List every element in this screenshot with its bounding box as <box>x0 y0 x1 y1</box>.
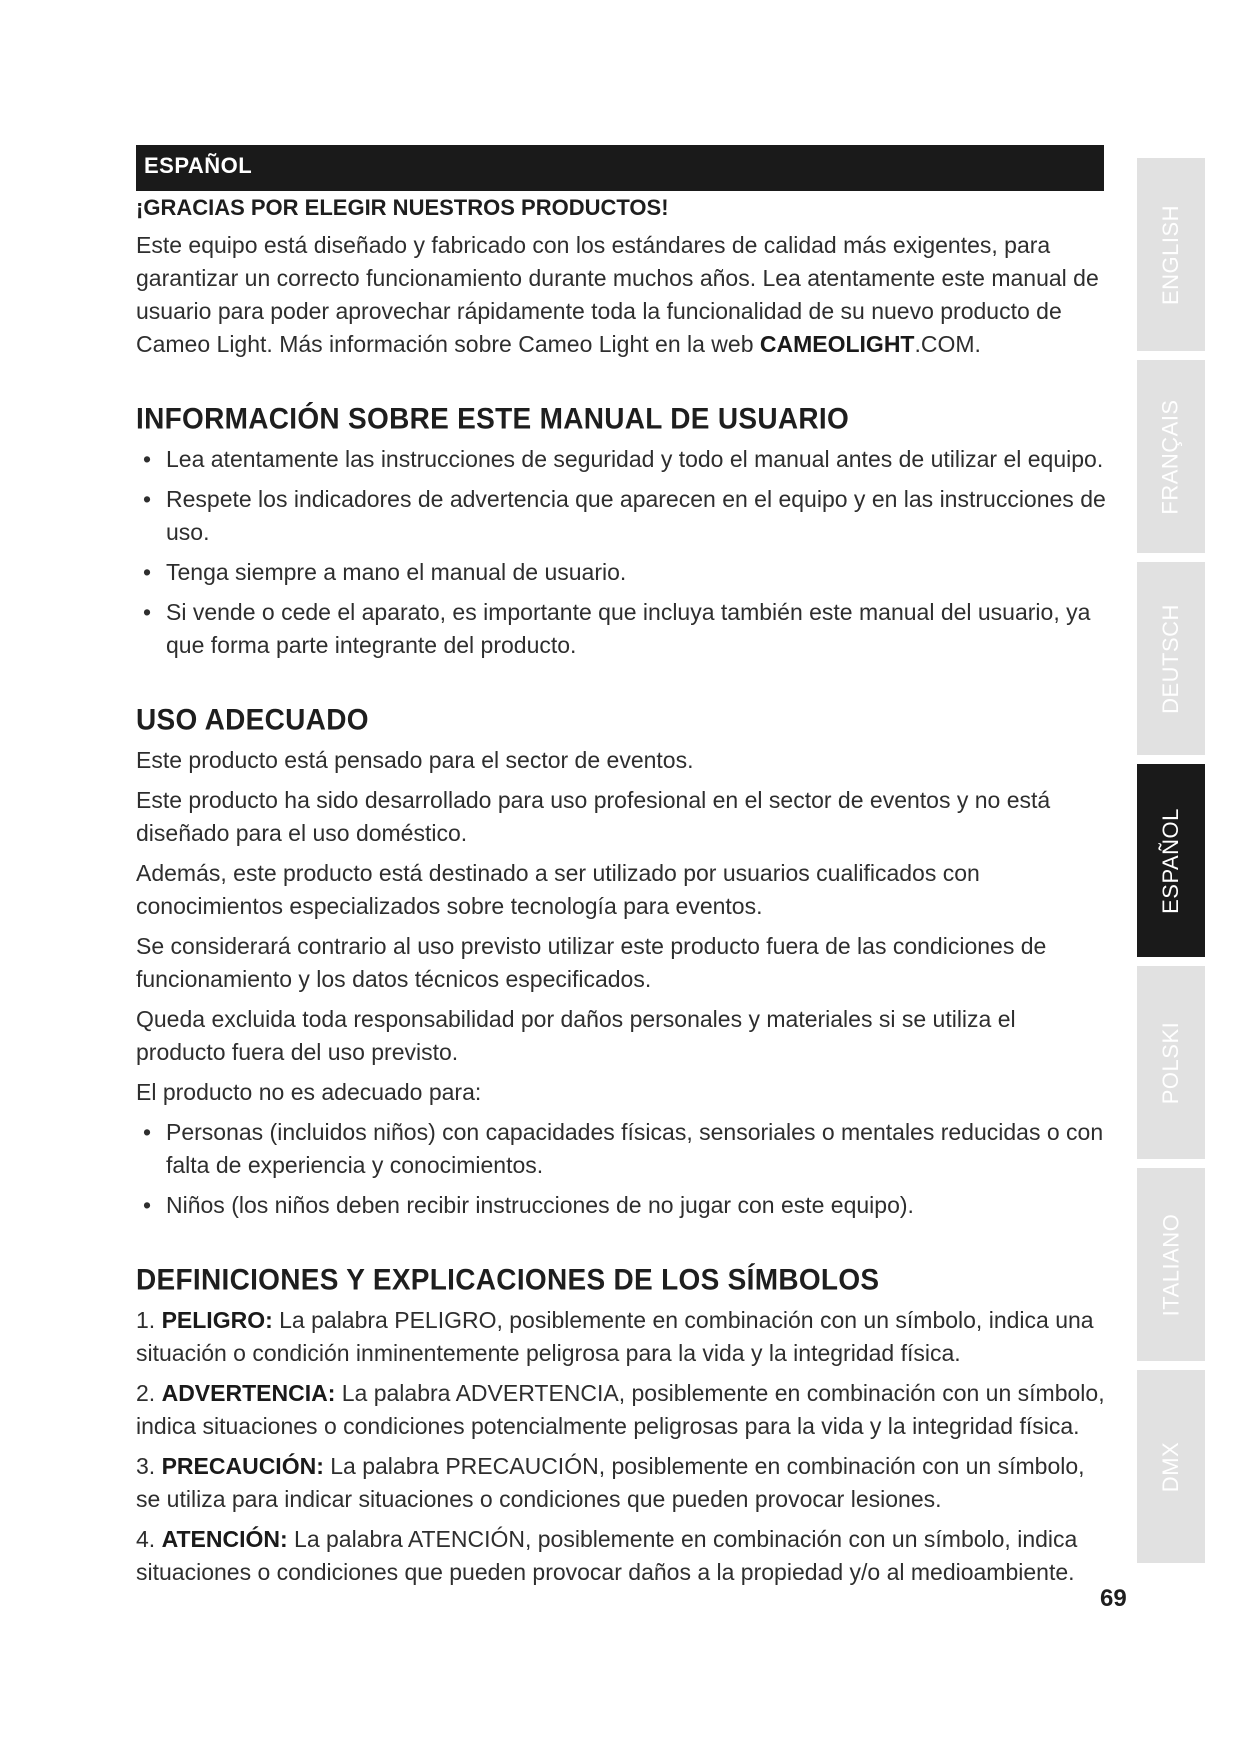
definition-item: 3. PRECAUCIÓN: La palabra PRECAUCIÓN, posiblemente en combinación con un símbolo, se utiliza para indicar situaciones o condiciones que pueden provocar lesiones. <box>136 1453 1085 1512</box>
definition-term: ATENCIÓN: <box>161 1526 288 1552</box>
website-bold: CAMEOLIGHT <box>759 331 915 357</box>
uso-paragraph: Se considerará contrario al uso previsto utilizar este producto fuera de las condiciones de funcionamiento y los datos técnicos especificados. <box>136 933 1047 992</box>
language-header-bar <box>136 145 1104 191</box>
definition-item: 4. ATENCIÓN: La palabra ATENCIÓN, posiblemente en combinación con un símbolo, indica situaciones o condiciones que pueden provocar daños a la propiedad y/o al medioambiente. <box>136 1526 1078 1585</box>
definition-item: 1. PELIGRO: La palabra PELIGRO, posiblemente en combinación con un símbolo, indica una situación o condición inminentemente peligrosa para la vida y la integridad física. <box>136 1307 1094 1366</box>
definition-term: PELIGRO: <box>161 1307 273 1333</box>
uso-paragraph: Además, este producto está destinado a ser utilizado por usuarios cualificados con conocimientos especializados sobre tecnología para eventos. <box>136 860 980 919</box>
list-item: • Tenga siempre a mano el manual de usuario. <box>142 559 627 585</box>
tab-italiano[interactable]: ITALIANO <box>1137 1168 1205 1361</box>
definition-term: ADVERTENCIA: <box>161 1380 336 1406</box>
definition-term: PRECAUCIÓN: <box>161 1453 324 1479</box>
manual-info-heading: INFORMACIÓN SOBRE ESTE MANUAL DE USUARIO <box>136 402 850 435</box>
thanks-title: ¡GRACIAS POR ELEGIR NUESTROS PRODUCTOS! <box>136 195 669 220</box>
main-content <box>136 193 1111 1596</box>
thanks-text: Este equipo está diseñado y fabricado con los estándares de calidad más exigentes, para garantizar un correcto funcionamiento durante muchos años. Lea atentamente este manual de usuario para poder aprovechar rápidamente toda la funcionalidad de su nuevo producto de Cameo Light. Más información sobre Cameo Light en la web CAMEOLIGHT.COM. <box>136 232 1099 357</box>
tab-english[interactable]: ENGLISH <box>1137 158 1205 351</box>
tab-francais[interactable]: FRANÇAIS <box>1137 360 1205 553</box>
definitions-list <box>136 1304 1111 1589</box>
uso-list <box>136 1116 1111 1222</box>
tab-espanol[interactable]: ESPAÑOL <box>1137 764 1205 957</box>
definition-item: 2. ADVERTENCIA: La palabra ADVERTENCIA, posiblemente en combinación con un símbolo, indica situaciones o condiciones potencialmente peligrosas para la vida y la integridad física. <box>136 1380 1105 1439</box>
tab-dmx[interactable]: DMX <box>1137 1370 1205 1563</box>
manual-info-list <box>136 443 1111 662</box>
website-rest: .COM. <box>914 331 981 357</box>
definitions-heading: DEFINICIONES Y EXPLICACIONES DE LOS SÍMBOLOS <box>136 1263 880 1296</box>
list-item: • Lea atentamente las instrucciones de seguridad y todo el manual antes de utilizar el equipo. <box>142 446 1104 472</box>
list-item: • Respete los indicadores de advertencia que aparecen en el equipo y en las instrucciones de uso. <box>142 486 1106 545</box>
language-header-label: ESPAÑOL <box>144 153 253 178</box>
tab-deutsch[interactable]: DEUTSCH <box>1137 562 1205 755</box>
tab-polski[interactable]: POLSKI <box>1137 966 1205 1159</box>
page-number: 69 <box>1100 1585 1127 1612</box>
uso-paragraph: Este producto ha sido desarrollado para uso profesional en el sector de eventos y no está diseñado para el uso doméstico. <box>136 787 1051 846</box>
uso-paragraph: Este producto está pensado para el sector de eventos. <box>136 747 694 773</box>
uso-heading: USO ADECUADO <box>136 703 369 736</box>
list-item: • Niños (los niños deben recibir instrucciones de no jugar con este equipo). <box>142 1192 914 1218</box>
uso-paragraph: El producto no es adecuado para: <box>136 1079 482 1105</box>
uso-paragraph: Queda excluida toda responsabilidad por daños personales y materiales si se utiliza el producto fuera del uso previsto. <box>136 1006 1016 1065</box>
list-item: • Personas (incluidos niños) con capacidades físicas, sensoriales o mentales reducidas o con falta de experiencia y conocimientos. <box>142 1119 1104 1178</box>
list-item: • Si vende o cede el aparato, es importante que incluya también este manual del usuario, ya que forma parte integrante del producto. <box>142 599 1091 658</box>
